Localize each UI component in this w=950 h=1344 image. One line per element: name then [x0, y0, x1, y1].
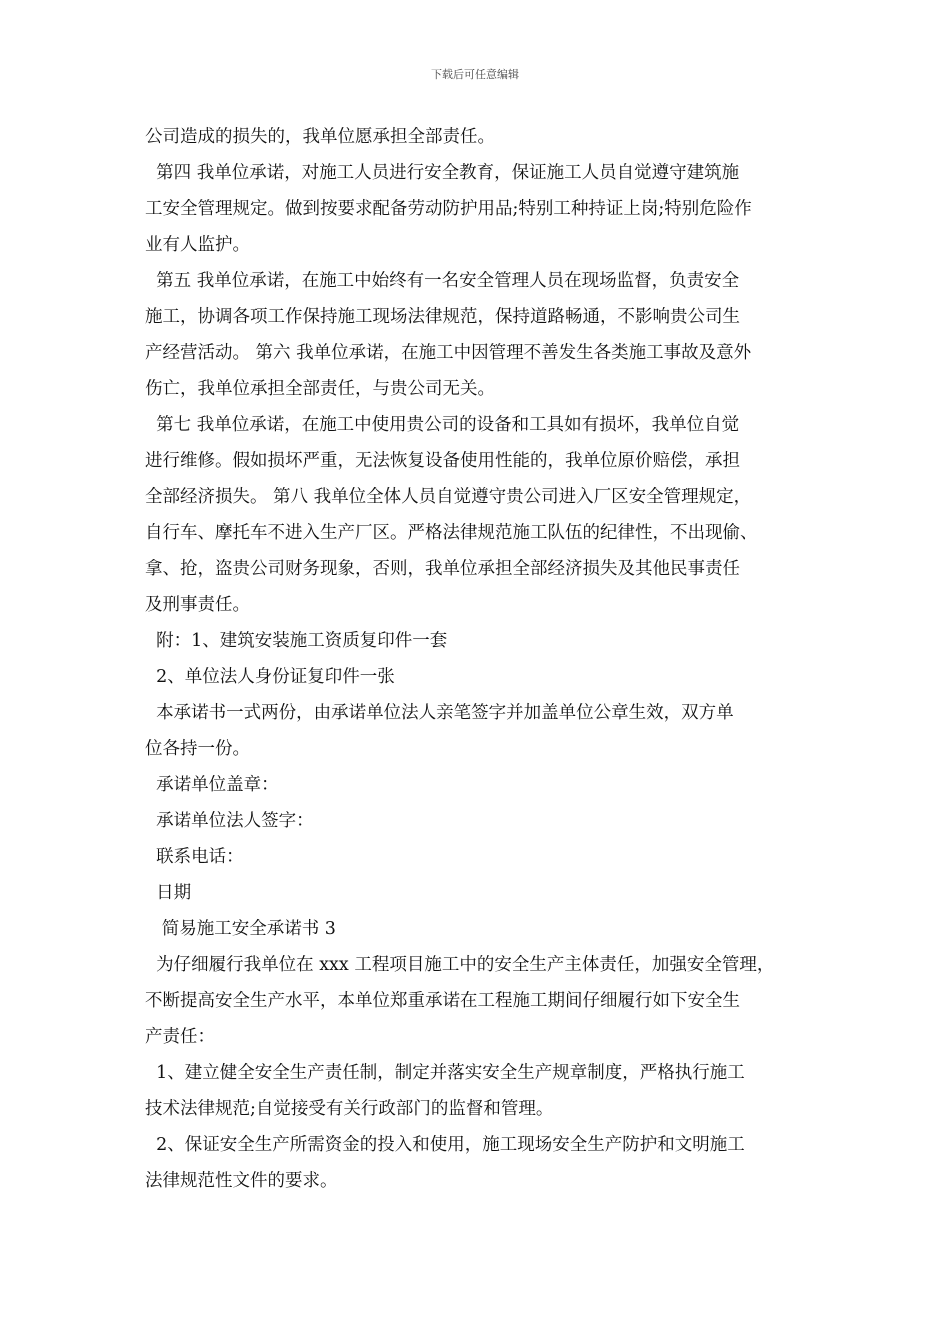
text-line: 不断提高安全生产水平，本单位郑重承诺在工程施工期间仔细履行如下安全生: [145, 991, 740, 1011]
text-line: 产经营活动。 第六 我单位承诺，在施工中因管理不善发生各类施工事故及意外: [145, 343, 752, 363]
text-line: 产责任：: [145, 1027, 215, 1047]
text-line: 全部经济损失。 第八 我单位全体人员自觉遵守贵公司进入厂区安全管理规定，: [145, 487, 752, 507]
text-line: 第四 我单位承诺，对施工人员进行安全教育，保证施工人员自觉遵守建筑施: [145, 163, 740, 183]
text-line: 业有人监护。: [145, 235, 250, 255]
page-header: 下载后可任意编辑: [431, 68, 519, 81]
text-line: 伤亡，我单位承担全部责任，与贵公司无关。: [145, 379, 495, 399]
text-line: 为仔细履行我单位在 xxx 工程项目施工中的安全生产主体责任，加强安全管理，: [145, 955, 775, 975]
text-line: 公司造成的损失的，我单位愿承担全部责任。: [145, 127, 495, 147]
text-line: 位各持一份。: [145, 739, 250, 759]
text-line: 第五 我单位承诺，在施工中始终有一名安全管理人员在现场监督，负责安全: [145, 271, 740, 291]
text-line: 日期: [145, 883, 192, 903]
text-line: 附：1、建筑安装施工资质复印件一套: [145, 631, 448, 651]
text-line: 1、建立健全安全生产责任制，制定并落实安全生产规章制度，严格执行施工: [145, 1063, 745, 1083]
text-line: 承诺单位盖章：: [145, 775, 279, 795]
text-line: 工安全管理规定。做到按要求配备劳动防护用品;特别工种持证上岗;特别危险作: [145, 199, 752, 219]
text-line: 法律规范性文件的要求。: [145, 1171, 338, 1191]
document-body: [145, 119, 825, 1199]
section-title: 简易施工安全承诺书 3: [145, 919, 336, 939]
text-line: 进行维修。假如损坏严重，无法恢复设备使用性能的，我单位原价赔偿，承担: [145, 451, 740, 471]
text-line: 及刑事责任。: [145, 595, 250, 615]
text-line: 2、单位法人身份证复印件一张: [145, 667, 395, 687]
text-line: 本承诺书一式两份，由承诺单位法人亲笔签字并加盖单位公章生效，双方单: [145, 703, 734, 723]
text-line: 拿、抢，盗贵公司财务现象，否则，我单位承担全部经济损失及其他民事责任: [145, 559, 740, 579]
text-line: 技术法律规范;自觉接受有关行政部门的监督和管理。: [145, 1099, 554, 1119]
text-line: 2、保证安全生产所需资金的投入和使用，施工现场安全生产防护和文明施工: [145, 1135, 745, 1155]
text-line: 联系电话：: [145, 847, 244, 867]
text-line: 自行车、摩托车不进入生产厂区。严格法律规范施工队伍的纪律性，不出现偷、: [145, 523, 758, 543]
text-line: 承诺单位法人签字：: [145, 811, 314, 831]
text-line: 第七 我单位承诺，在施工中使用贵公司的设备和工具如有损坏，我单位自觉: [145, 415, 740, 435]
text-line: 施工，协调各项工作保持施工现场法律规范，保持道路畅通，不影响贵公司生: [145, 307, 740, 327]
